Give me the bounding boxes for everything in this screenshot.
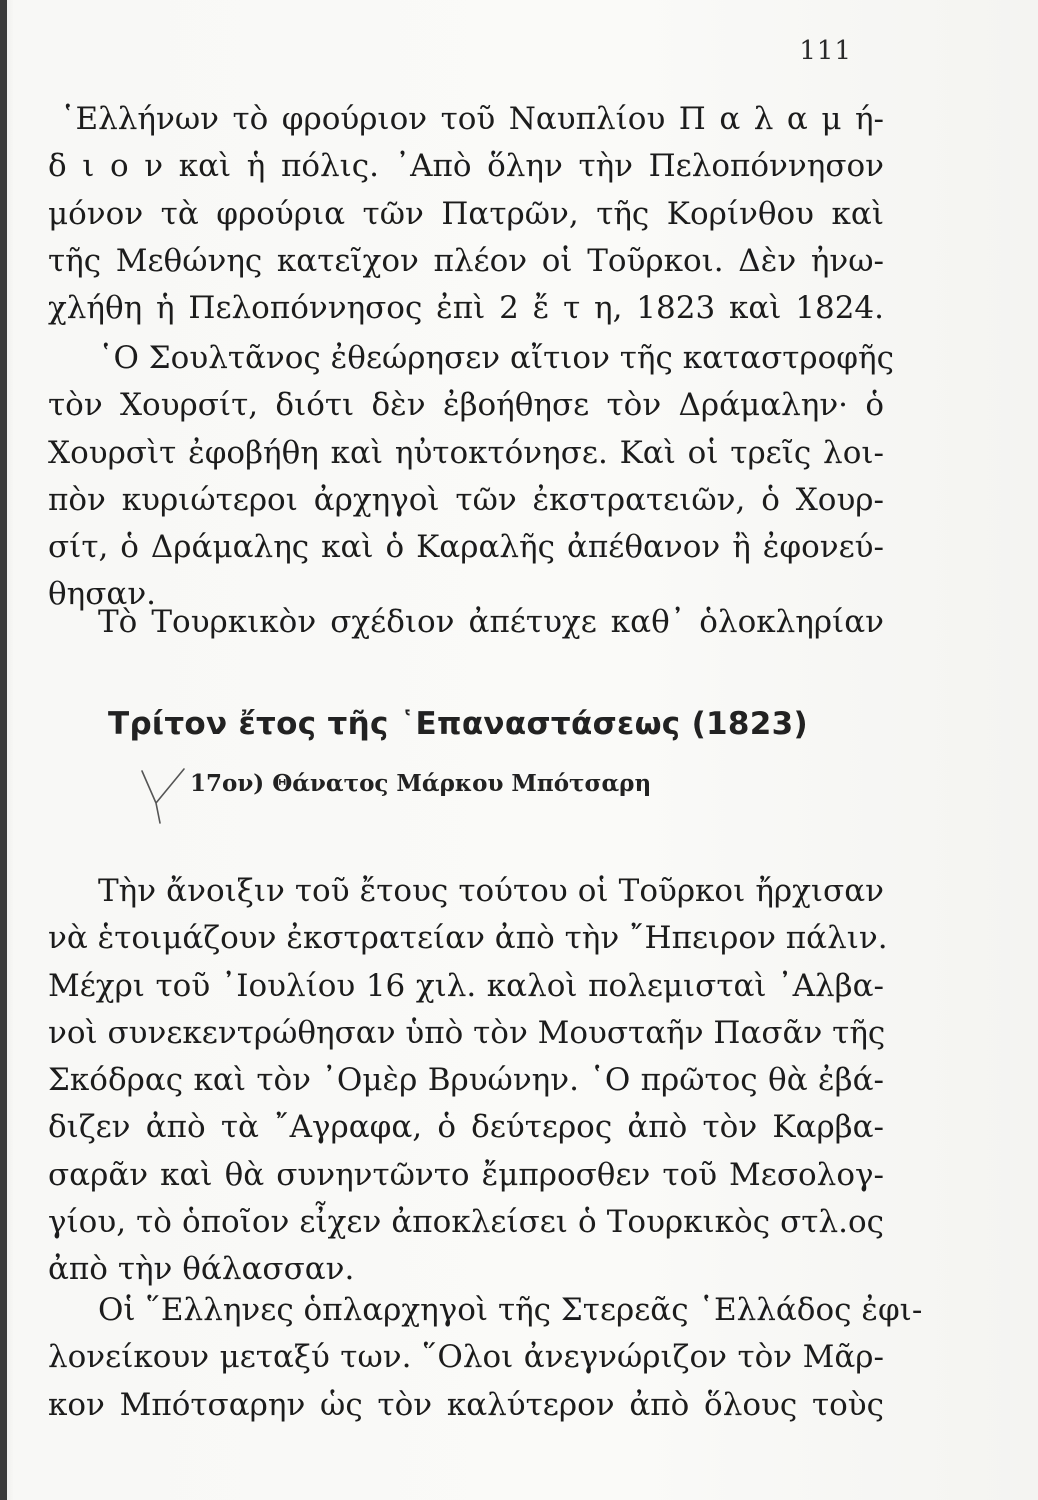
paragraph-5 xyxy=(48,1287,923,1429)
page-binding-edge xyxy=(0,0,7,1500)
text-line: Οἱ ῞Ελληνες ὁπλαρχηγοὶ τῆς Στερεᾶς ῾Ελλάδος ἐφι- xyxy=(98,1292,923,1328)
text-line: τὸν Χουρσίτ, διότι δὲν ἐβοήθησε τὸν Δράμαλην· ὁ xyxy=(48,387,884,424)
text-line: Χουρσὶτ ἐφοβήθη καὶ ηὐτοκτόνησε. Καὶ οἱ τρεῖς λοι- xyxy=(48,434,884,471)
text-line: μόνον τὰ φρούρια τῶν Πατρῶν, τῆς Κορίνθου καὶ xyxy=(48,195,884,232)
paragraph-4 xyxy=(48,868,888,1294)
text-line: θησαν. xyxy=(48,576,157,613)
paragraph-3 xyxy=(48,599,884,646)
text-line: ἀπὸ τὴν θάλασσαν. xyxy=(48,1251,355,1288)
text-line: δ ι ο ν καὶ ἡ πόλις. ᾿Απὸ ὅλην τὴν Πελοπόννησον xyxy=(48,148,884,185)
text-line: σίτ, ὁ Δράμαλης καὶ ὁ Καραλῆς ἀπέθανον ἢ ἐφονεύ- xyxy=(48,529,884,566)
text-line: ῾Ο Σουλτᾶνος ἐθεώρησεν αἴτιον τῆς καταστροφῆς xyxy=(98,340,894,376)
text-line: ῾Ελλήνων τὸ φρούριον τοῦ Ναυπλίου Π α λ α μ ή- xyxy=(60,101,884,137)
pencil-check-mark xyxy=(140,765,190,825)
text-line: Σκόδρας καὶ τὸν ᾿Ομὲρ Βρυώνην. ῾Ο πρῶτος θὰ ἐβά- xyxy=(48,1062,884,1099)
text-line: πὸν κυριώτεροι ἀρχηγοὶ τῶν ἐκστρατειῶν, ὁ Χουρ- xyxy=(48,481,884,518)
text-line: τῆς Μεθώνης κατεῖχον πλέον οἱ Τοῦρκοι. Δὲν ἠνω- xyxy=(48,242,884,279)
text-line: κον Μπότσαρην ὡς τὸν καλύτερον ἀπὸ ὅλους τοὺς xyxy=(48,1386,884,1423)
page-number: 111 xyxy=(799,36,852,66)
chapter-subheading: 17ον) Θάνατος Μάρκου Μπότσαρη xyxy=(190,770,652,797)
text-line: σαρᾶν καὶ θὰ συνηντῶντο ἔμπροσθεν τοῦ Μεσολογ- xyxy=(48,1156,884,1193)
text-line: Τὸ Τουρκικὸν σχέδιον ἀπέτυχε καθ᾿ ὁλοκληρίαν xyxy=(98,604,884,640)
text-line: χλήθη ἡ Πελοπόννησος ἐπὶ 2 ἔ τ η, 1823 καὶ 1824. xyxy=(48,290,884,327)
text-line: νὰ ἑτοιμάζουν ἐκστρατείαν ἀπὸ τὴν ῎Ηπειρον πάλιν. xyxy=(48,920,888,957)
text-line: Τὴν ἄνοιξιν τοῦ ἔτους τούτου οἱ Τοῦρκοι ἤρχισαν xyxy=(98,873,884,909)
text-line: γίου, τὸ ὁποῖον εἶχεν ἀποκλείσει ὁ Τουρκικὸς στλ.ος xyxy=(48,1204,884,1241)
text-line: Μέχρι τοῦ ᾿Ιουλίου 16 χιλ. καλοὶ πολεμισταὶ ᾿Αλβα- xyxy=(48,967,884,1004)
text-line: λονείκουν μεταξύ των. ῞Ολοι ἀνεγνώριζον τὸν Μᾶρ- xyxy=(48,1339,884,1376)
paragraph-2 xyxy=(48,335,894,619)
text-line: διζεν ἀπὸ τὰ ῎Αγραφα, ὁ δεύτερος ἀπὸ τὸν Καρβα- xyxy=(48,1109,884,1146)
text-line: νοὶ συνεκεντρώθησαν ὑπὸ τὸν Μουσταῆν Πασᾶν τῆς xyxy=(48,1014,886,1051)
paragraph-1 xyxy=(48,96,884,332)
section-heading: Τρίτον ἔτος τῆς ῾Επαναστάσεως (1823) xyxy=(108,706,808,742)
